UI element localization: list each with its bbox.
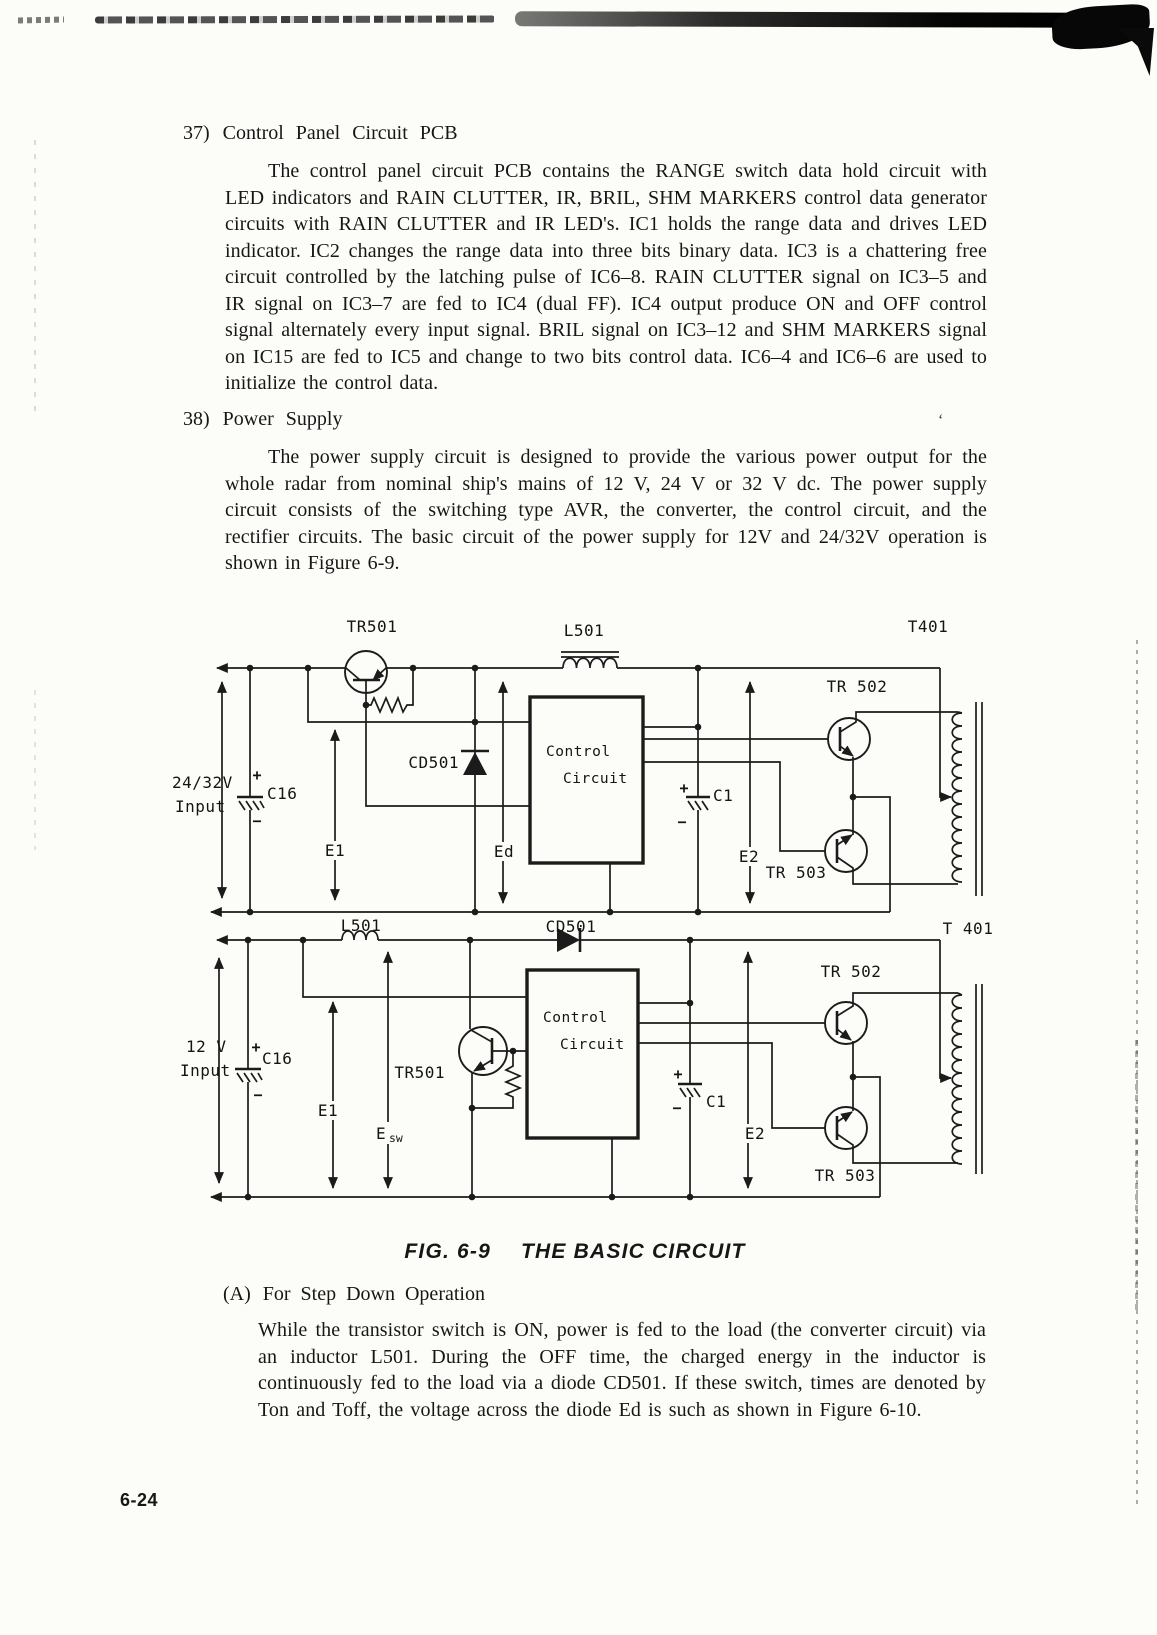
label-tr502-bottom: TR 502 [820, 962, 882, 981]
label-t401-bottom: T 401 [942, 919, 994, 938]
label-c1-top: C1 [713, 786, 734, 805]
capacitor-c1-bottom-hatch [680, 1088, 700, 1097]
minus-c1-top: − [677, 813, 687, 831]
step-down-circuit [172, 617, 982, 915]
label-input-voltage-top: 24/32V [172, 773, 233, 792]
label-cd501-top: CD501 [408, 753, 459, 772]
label-esw-bottom: E [376, 1124, 387, 1143]
capacitor-c1-top-hatch [688, 801, 708, 810]
section-38-title: Power Supply [222, 408, 343, 430]
diode-cd501-top [461, 751, 489, 775]
label-c1-bottom: C1 [706, 1092, 727, 1111]
minus-c1-bottom: − [672, 1099, 682, 1117]
label-control-top: Control [546, 744, 611, 760]
junction-dots-bottom [245, 937, 857, 1201]
scan-artifact-left-margin [34, 140, 36, 420]
transistor-tr503-bottom [825, 1079, 958, 1163]
label-tr501-bottom: TR501 [394, 1063, 445, 1082]
transistor-tr503-top [825, 799, 958, 884]
subsection-a-title: For Step Down Operation [262, 1283, 485, 1305]
label-l501-bottom: L501 [340, 916, 382, 935]
page-number: 6-24 [120, 1490, 159, 1510]
transistor-tr502-top [828, 712, 958, 797]
scan-artifact-top-band [515, 11, 1090, 28]
label-c16-top: C16 [267, 784, 298, 803]
section-38-body: The power supply circuit is designed to provide the various power output for the whole radar from nominal ship's mains of 12 V, 24 V or 32 V dc. The power supply circuit consists of the switching type AVR, the converter, the control circuit, and the rectifier circuits. The basic circuit of the power supply for 12V and 24/32V operation is shown in Figure 6-9. [225, 446, 987, 574]
section-37-body: The control panel circuit PCB contains the RANGE switch data hold circuit with LED indicators and RAIN CLUTTER, IR, BRIL, SHM MARKERS control data generator circuits with RAIN CLUTTER and IR LED's. IC1 holds the range data and drives LED indicator. IC2 changes the range data into three bits binary data. IC3 is a chattering free circuit controlled by the latching pulse of IC6–8. RAIN CLUTTER signal on IC3–5 and IR signal on IC3–7 are fed to IC4 (dual FF). IC4 output produce ON and OFF control signal alternately every input signal. BRIL signal on IC3–12 and SHM MARKERS signal on IC15 are fed to IC5 and change to two bits control data. IC6–4 and IC6–6 are used to initialize the control data. [225, 160, 987, 394]
label-e2-top: E2 [738, 847, 760, 866]
label-esw-sub-bottom: sw [389, 1131, 403, 1145]
label-input-bottom: Input [180, 1061, 231, 1080]
label-circuit-bottom: Circuit [560, 1037, 625, 1053]
scan-artifact-top-streak [95, 15, 495, 23]
plus-c16-bottom: + [251, 1038, 261, 1056]
label-ed-top: Ed [493, 842, 515, 861]
capacitor-c16-top-hatch [239, 801, 264, 810]
control-circuit-box-bottom [527, 970, 638, 1138]
section-37-heading [183, 122, 458, 145]
transistor-tr501-bottom [459, 1027, 527, 1075]
label-e2-bottom: E2 [744, 1124, 766, 1143]
label-c16-bottom: C16 [262, 1049, 293, 1068]
label-tr502-top: TR 502 [826, 677, 888, 696]
label-tr501-top: TR501 [346, 617, 398, 636]
section-38-heading [183, 408, 342, 431]
step-up-circuit [180, 916, 993, 1200]
figure-6-9-circuit-diagram [0, 575, 1157, 1240]
subsection-a-body: While the transistor switch is ON, power is fed to the load (the converter circuit) via an inductor L501. During the OFF time, the charged energy in the inductor is continuously fed to the load via a diode CD501. If these switch, times are denoted by Ton and Toff, the voltage across the diode Ed is such as shown in Figure 6-10. [258, 1319, 986, 1421]
label-e1-top: E1 [324, 841, 346, 860]
figure-caption-title: THE BASIC CIRCUIT [521, 1240, 746, 1263]
transistor-tr501-top [345, 651, 387, 705]
label-tr503-bottom: TR 503 [814, 1166, 876, 1185]
scan-artifact-top-right-blob [1051, 3, 1151, 50]
label-tr503-top: TR 503 [765, 863, 827, 882]
label-cd501-bottom: CD501 [545, 917, 597, 936]
scan-artifact-top-left [18, 17, 64, 24]
label-input-top: Input [175, 797, 226, 816]
plus-c16-top: + [252, 766, 262, 784]
label-circuit-top: Circuit [563, 771, 628, 787]
transformer-t401-bottom [952, 984, 982, 1174]
label-e1-bottom: E1 [317, 1101, 339, 1120]
section-37-title: Control Panel Circuit PCB [222, 122, 458, 144]
scan-artifact-top-right-wedge [1118, 28, 1154, 76]
subsection-a-heading [223, 1283, 485, 1306]
minus-c16-bottom: − [253, 1086, 263, 1104]
scan-artifact-stray-mark: ‘ [938, 412, 944, 429]
transistor-tr502-bottom [825, 993, 958, 1077]
capacitor-c16-bottom-hatch [237, 1073, 262, 1082]
plus-c1-top: + [679, 779, 689, 797]
subsection-a-marker: (A) [223, 1283, 251, 1305]
section-38-marker: 38) [183, 408, 210, 430]
figure-caption [150, 1240, 1000, 1264]
minus-c16-top: − [252, 812, 262, 830]
figure-caption-number: FIG. 6-9 [404, 1240, 492, 1263]
plus-c1-bottom: + [673, 1065, 683, 1083]
label-t401-top: T401 [907, 617, 949, 636]
label-control-bottom: Control [543, 1010, 608, 1026]
label-l501-top: L501 [563, 621, 605, 640]
transformer-t401-top [952, 702, 982, 896]
section-37-marker: 37) [183, 122, 210, 144]
label-input-voltage-bottom: 12 V [186, 1037, 227, 1056]
